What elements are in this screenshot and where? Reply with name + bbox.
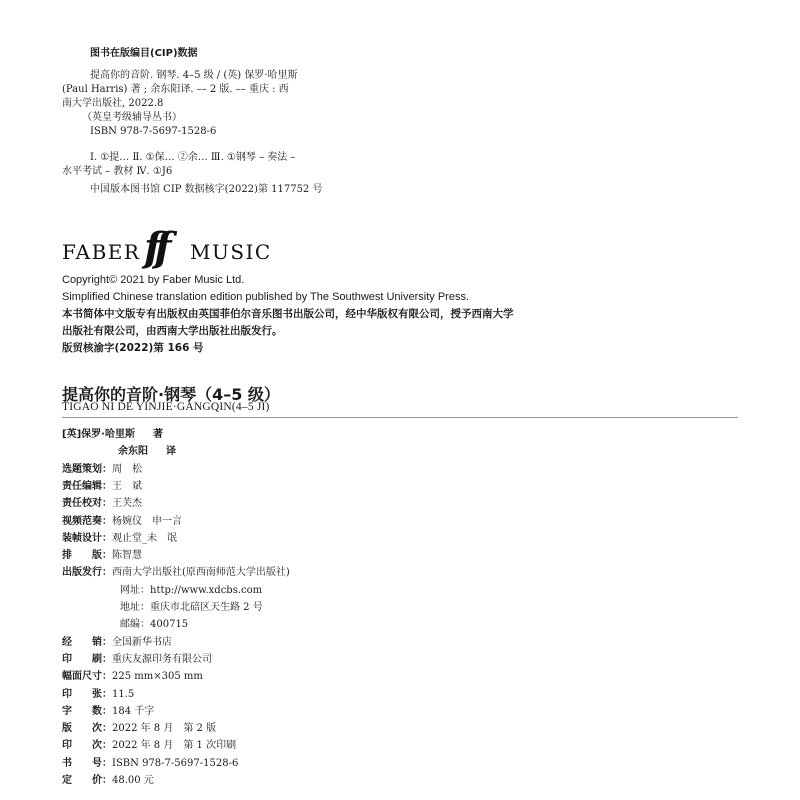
credit-label: 余东阳	[118, 446, 148, 458]
credit-row	[62, 654, 212, 666]
credit-label: 版 次：	[62, 723, 112, 735]
cip-line-3: 南大学出版社, 2022.8	[62, 98, 164, 109]
credit-value: ISBN 978-7-5697-1528-6	[112, 757, 239, 769]
credit-row	[118, 446, 176, 458]
credit-value: 著	[152, 429, 163, 440]
credit-label: 责任校对：	[62, 498, 112, 510]
cip-class-2: 水平考试 – 教材 Ⅳ. ①J6	[62, 166, 173, 177]
credit-label: 书 号：	[62, 757, 112, 769]
credit-value: 王 斌	[112, 480, 142, 492]
credit-label: 幅面尺寸：	[62, 671, 112, 683]
cip-heading: 图书在版编目(CIP)数据	[90, 48, 198, 59]
translation-line: Simplified Chinese translation edition published by The Southwest University Press.	[62, 291, 470, 303]
credit-row	[62, 516, 182, 528]
credit-value: 重庆友源印务有限公司	[112, 653, 212, 665]
book-title: 提高你的音阶·钢琴（4–5 级）	[62, 385, 280, 404]
credit-value: 2022 年 8 月 第 2 版	[112, 723, 217, 735]
credit-label: 视频范奏：	[62, 515, 112, 527]
cip-line-2: (Paul Harris) 著 ; 余东阳译. –– 2 版. –– 重庆 : 西	[62, 84, 289, 95]
credit-row	[62, 637, 172, 649]
credit-value: 地址：重庆市北碚区天生路 2 号	[120, 602, 263, 613]
credit-label: 出版发行：	[62, 567, 112, 579]
credit-row	[62, 706, 154, 718]
credit-row	[62, 481, 142, 493]
rights-line-2: 出版社有限公司，由西南大学出版社出版发行。	[62, 325, 283, 337]
credit-value: 王芙杰	[112, 498, 142, 510]
credit-row	[120, 602, 263, 614]
credit-row	[62, 689, 134, 701]
cip-line-1: 提高你的音阶. 钢琴. 4–5 级 / (英) 保罗·哈里斯	[90, 70, 298, 81]
book-title-pinyin: TIGAO NI DE YINJIE·GANGQIN(4–5 JI)	[62, 401, 270, 413]
credit-label: 印 次：	[62, 740, 112, 752]
credit-row	[62, 775, 154, 787]
credit-value: 杨婉仪 申一言	[112, 515, 182, 527]
rights-line-1: 本书简体中文版专有出版权由英国菲伯尔音乐图书出版公司，经中华版权有限公司，授予西南大学	[62, 308, 514, 320]
credit-row	[62, 723, 216, 735]
credit-label: 排 版：	[62, 550, 112, 562]
credit-row	[62, 550, 142, 562]
cip-class-1: Ⅰ. ①提… Ⅱ. ①保… ②余… Ⅲ. ①钢琴 – 奏法 –	[90, 152, 296, 163]
credit-value: 2022 年 8 月 第 1 次印刷	[112, 740, 237, 752]
title-divider	[62, 417, 738, 418]
credit-value: 网址：http://www.xdcbs.com	[120, 584, 263, 596]
credit-value: 陈智慧	[112, 550, 142, 562]
credit-row	[62, 498, 142, 510]
credit-label: 定 价：	[62, 775, 112, 786]
credit-row	[62, 464, 142, 476]
credit-value: 邮编：400715	[120, 619, 189, 631]
credit-row	[120, 585, 262, 597]
credit-row	[62, 740, 236, 752]
credit-value: 西南大学出版社(原西南师范大学出版社)	[112, 567, 290, 579]
cip-line-5: ISBN 978-7-5697-1528-6	[90, 126, 217, 137]
credit-row	[62, 429, 163, 441]
credit-row	[62, 567, 290, 579]
credit-row	[120, 619, 188, 631]
credit-row	[62, 758, 238, 770]
credit-label: [英]保罗·哈里斯	[62, 429, 135, 440]
credit-value: 225 mm×305 mm	[112, 671, 203, 683]
credit-value: 观止堂_未 氓	[112, 532, 177, 544]
credit-row	[62, 533, 177, 545]
credit-value: 48.00 元	[112, 775, 154, 786]
credit-value: 11.5	[112, 688, 135, 700]
logo-word-faber: FABER	[62, 240, 141, 264]
copyright-line: Copyright© 2021 by Faber Music Ltd.	[62, 274, 245, 286]
credit-label: 印 刷：	[62, 653, 112, 665]
credit-value: 184 千字	[112, 705, 155, 717]
logo-word-music: MUSIC	[190, 240, 272, 264]
credit-label: 选题策划：	[62, 463, 112, 475]
logo-ff-mark: ff	[144, 224, 165, 271]
credit-value: 周 松	[112, 463, 142, 475]
trade-approval-number: 版贸核渝字(2022)第 166 号	[62, 342, 204, 354]
credit-label: 经 销：	[62, 636, 112, 648]
credit-label: 印 张：	[62, 688, 112, 700]
credit-value: 全国新华书店	[112, 636, 172, 648]
cip-number: 中国版本图书馆 CIP 数据核字(2022)第 117752 号	[90, 184, 323, 195]
credit-label: 装帧设计：	[62, 532, 112, 544]
credit-value: 译	[166, 446, 176, 458]
credit-label: 字 数：	[62, 705, 112, 717]
credit-row	[62, 671, 203, 683]
credit-label: 责任编辑：	[62, 480, 112, 492]
cip-line-4: （英皇考级辅导丛书）	[82, 112, 182, 123]
